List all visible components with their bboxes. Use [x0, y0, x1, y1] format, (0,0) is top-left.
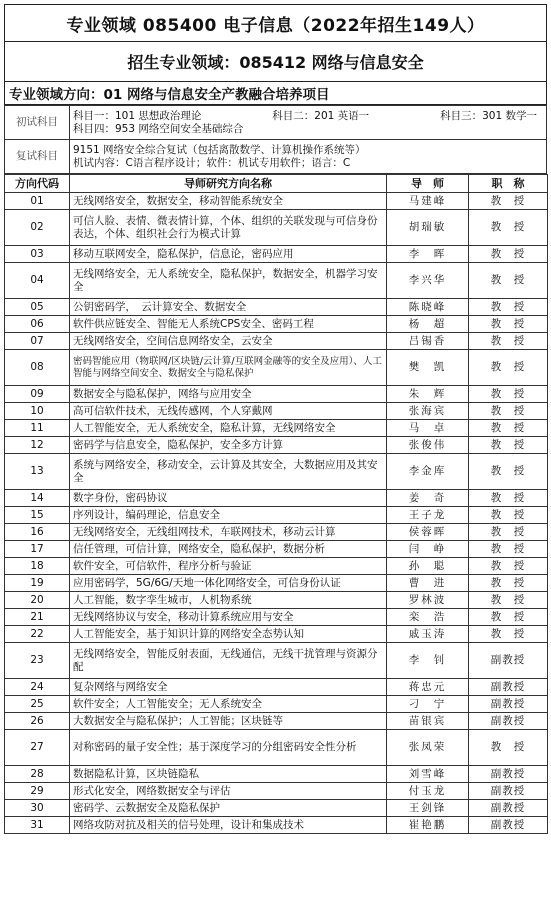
- direction-code-cell: 04: [5, 263, 70, 299]
- advisor-rank-cell: 教 授: [469, 263, 548, 299]
- table-row: [5, 800, 548, 817]
- direction-code-cell: 30: [5, 800, 70, 817]
- direction-code-cell: 29: [5, 783, 70, 800]
- advisor-name-cell: 陈晓峰: [387, 299, 469, 316]
- table-row: [5, 386, 548, 403]
- advisor-name-cell: 李 钊: [387, 643, 469, 679]
- header-direction-code: 方向代码: [5, 175, 70, 193]
- table-row: [5, 263, 548, 299]
- table-row: [5, 713, 548, 730]
- research-topic-cell: 人工智能安全，无人系统安全，隐私计算，无线网络安全: [70, 420, 387, 437]
- research-topic-cell: 无线网络安全，智能反射表面，无线通信，无线干扰管理与资源分配: [70, 643, 387, 679]
- advisor-name-cell: 王剑锋: [387, 800, 469, 817]
- research-topic-cell: 系统与网络安全，移动安全，云计算及其安全，大数据应用及其安全: [70, 454, 387, 490]
- research-topic-cell: 应用密码学，5G/6G/天地一体化网络安全，可信身份认证: [70, 575, 387, 592]
- table-row: [5, 575, 548, 592]
- advisor-rank-cell: 教 授: [469, 403, 548, 420]
- advisor-rank-cell: 副教授: [469, 817, 548, 834]
- direction-code-cell: 09: [5, 386, 70, 403]
- advisor-rank-cell: 教 授: [469, 609, 548, 626]
- initial-subject-4: 科目四：953 网络空间安全基础综合: [73, 122, 244, 135]
- research-topic-cell: 网络攻防对抗及相关的信号处理，设计和集成技术: [70, 817, 387, 834]
- advisor-name-cell: 孙 聪: [387, 558, 469, 575]
- table-row: [5, 730, 548, 766]
- initial-exam-label: 初试科目: [5, 106, 70, 140]
- table-row: [5, 524, 548, 541]
- advisor-rank-cell: 教 授: [469, 626, 548, 643]
- direction-code-cell: 02: [5, 210, 70, 246]
- advisor-rank-cell: 副教授: [469, 696, 548, 713]
- direction-code-cell: 18: [5, 558, 70, 575]
- advisor-name-cell: 姜 奇: [387, 490, 469, 507]
- table-row: [5, 420, 548, 437]
- advisor-name-cell: 蒋忠元: [387, 679, 469, 696]
- initial-subject-1: 科目一：101 思想政治理论: [73, 109, 202, 122]
- direction-code-cell: 06: [5, 316, 70, 333]
- table-row: [5, 541, 548, 558]
- table-row: [5, 817, 548, 834]
- advisor-name-cell: 张俊伟: [387, 437, 469, 454]
- advisor-name-cell: 崔艳鹏: [387, 817, 469, 834]
- advisor-name-cell: 张海宾: [387, 403, 469, 420]
- research-topic-cell: 无线网络安全，数据安全，移动智能系统安全: [70, 193, 387, 210]
- research-topic-cell: 高可信软件技术，无线传感网，个人穿戴网: [70, 403, 387, 420]
- direction-code-cell: 21: [5, 609, 70, 626]
- advisor-name-cell: 马 卓: [387, 420, 469, 437]
- advisor-rank-cell: 教 授: [469, 541, 548, 558]
- direction-code-cell: 15: [5, 507, 70, 524]
- advisor-name-cell: 栾 浩: [387, 609, 469, 626]
- direction-code-cell: 11: [5, 420, 70, 437]
- direction-code-cell: 17: [5, 541, 70, 558]
- research-topic-cell: 无线网络协议与安全，移动计算系统应用与安全: [70, 609, 387, 626]
- advisor-name-cell: 苗银宾: [387, 713, 469, 730]
- initial-subject-3: 科目三：301 数学一: [440, 109, 537, 122]
- research-topic-cell: 数据安全与隐私保护，网络与应用安全: [70, 386, 387, 403]
- table-row: [5, 558, 548, 575]
- advisor-name-cell: 闫 峥: [387, 541, 469, 558]
- advisor-name-cell: 曹 进: [387, 575, 469, 592]
- research-topic-cell: 数字身份，密码协议: [70, 490, 387, 507]
- advisor-rank-cell: 教 授: [469, 490, 548, 507]
- direction-code-cell: 25: [5, 696, 70, 713]
- advisor-rank-cell: 教 授: [469, 299, 548, 316]
- research-topic-cell: 对称密码的量子安全性；基于深度学习的分组密码安全性分析: [70, 730, 387, 766]
- research-topic-cell: 无线网络安全，无人系统安全，隐私保护，数据安全，机器学习安全: [70, 263, 387, 299]
- research-topic-cell: 无线网络安全，无线组网技术，车联网技术，移动云计算: [70, 524, 387, 541]
- research-topic-cell: 软件安全；人工智能安全；无人系统安全: [70, 696, 387, 713]
- advisor-rank-cell: 教 授: [469, 386, 548, 403]
- direction-code-cell: 05: [5, 299, 70, 316]
- table-row: [5, 609, 548, 626]
- table-row: [5, 454, 548, 490]
- research-topic-cell: 软件安全，可信软件，程序分析与验证: [70, 558, 387, 575]
- machine-test-info: 机试内容：C语言程序设计；软件：机试专用软件；语言：C: [73, 156, 351, 169]
- direction-code-cell: 22: [5, 626, 70, 643]
- table-row: [5, 643, 548, 679]
- direction-code-cell: 19: [5, 575, 70, 592]
- research-topic-cell: 数据隐私计算，区块链隐私: [70, 766, 387, 783]
- advisor-rank-cell: 副教授: [469, 713, 548, 730]
- table-row: [5, 246, 548, 263]
- advisor-rank-cell: 副教授: [469, 766, 548, 783]
- advisor-rank-cell: 教 授: [469, 524, 548, 541]
- research-topic-cell: 密码学、云数据安全及隐私保护: [70, 800, 387, 817]
- direction-code-cell: 12: [5, 437, 70, 454]
- advisor-rank-cell: 教 授: [469, 575, 548, 592]
- advisor-rank-cell: 教 授: [469, 210, 548, 246]
- table-row: [5, 679, 548, 696]
- advisor-rank-cell: 教 授: [469, 246, 548, 263]
- table-row: [5, 403, 548, 420]
- research-topic-cell: 复杂网络与网络安全: [70, 679, 387, 696]
- advisor-name-cell: 刁 宁: [387, 696, 469, 713]
- advisor-name-cell: 朱 辉: [387, 386, 469, 403]
- advisor-name-cell: 王子龙: [387, 507, 469, 524]
- direction-code-cell: 24: [5, 679, 70, 696]
- advisor-name-cell: 罗林波: [387, 592, 469, 609]
- advisor-rank-cell: 教 授: [469, 333, 548, 350]
- direction-code-cell: 31: [5, 817, 70, 834]
- table-row: [5, 490, 548, 507]
- header-title-rank: 职 称: [469, 175, 548, 193]
- retest-exam-label: 复试科目: [5, 140, 70, 174]
- advisor-rank-cell: 教 授: [469, 730, 548, 766]
- advisor-name-cell: 李金库: [387, 454, 469, 490]
- research-topic-cell: 信任管理，可信计算，网络安全，隐私保护，数据分析: [70, 541, 387, 558]
- advisor-rank-cell: 教 授: [469, 558, 548, 575]
- advisor-name-cell: 杨 超: [387, 316, 469, 333]
- exam-info-table: [4, 105, 547, 174]
- initial-exam-subjects: [70, 106, 547, 140]
- direction-code-cell: 13: [5, 454, 70, 490]
- document-title: 专业领域 085400 电子信息（2022年招生149人）: [4, 4, 547, 42]
- research-topic-cell: 人工智能安全，基于知识计算的网络安全态势认知: [70, 626, 387, 643]
- direction-code-cell: 07: [5, 333, 70, 350]
- advisor-name-cell: 付玉龙: [387, 783, 469, 800]
- direction-code-cell: 20: [5, 592, 70, 609]
- advisor-rank-cell: 副教授: [469, 643, 548, 679]
- research-topic-cell: 无线网络安全，空间信息网络安全，云安全: [70, 333, 387, 350]
- advisor-name-cell: 马建峰: [387, 193, 469, 210]
- direction-code-cell: 08: [5, 350, 70, 386]
- table-row: [5, 333, 548, 350]
- advisor-rank-cell: 教 授: [469, 454, 548, 490]
- advisor-rank-cell: 教 授: [469, 507, 548, 524]
- direction-code-cell: 28: [5, 766, 70, 783]
- retest-subject: 9151 网络安全综合复试（包括离散数学、计算机操作系统等）: [73, 143, 366, 156]
- advisor-name-cell: 樊 凯: [387, 350, 469, 386]
- direction-code-cell: 16: [5, 524, 70, 541]
- table-row: [5, 783, 548, 800]
- advisor-name-cell: 李 晖: [387, 246, 469, 263]
- retest-exam-subjects: [70, 140, 547, 174]
- table-row: [5, 766, 548, 783]
- advisor-rank-cell: 教 授: [469, 316, 548, 333]
- table-row: [5, 626, 548, 643]
- document-subtitle: 招生专业领域：085412 网络与信息安全: [4, 42, 547, 82]
- table-row: [5, 210, 548, 246]
- header-advisor: 导 师: [387, 175, 469, 193]
- advisor-name-cell: 戚玉涛: [387, 626, 469, 643]
- table-row: [5, 437, 548, 454]
- table-row: [5, 592, 548, 609]
- research-topic-cell: 软件供应链安全、智能无人系统CPS安全、密码工程: [70, 316, 387, 333]
- research-topic-cell: 密码学与信息安全，隐私保护，安全多方计算: [70, 437, 387, 454]
- advisor-rank-cell: 副教授: [469, 783, 548, 800]
- direction-code-cell: 14: [5, 490, 70, 507]
- advisor-name-cell: 张凤荣: [387, 730, 469, 766]
- research-topic-cell: 序列设计，编码理论，信息安全: [70, 507, 387, 524]
- table-row: [5, 507, 548, 524]
- advisor-rank-cell: 教 授: [469, 193, 548, 210]
- advisor-name-cell: 胡瑞敏: [387, 210, 469, 246]
- direction-code-cell: 01: [5, 193, 70, 210]
- direction-code-cell: 26: [5, 713, 70, 730]
- advisor-name-cell: 侯蓉晖: [387, 524, 469, 541]
- research-topic-cell: 移动互联网安全，隐私保护，信息论，密码应用: [70, 246, 387, 263]
- table-row: [5, 350, 548, 386]
- direction-heading: 专业领域方向：01 网络与信息安全产教融合培养项目: [4, 82, 547, 105]
- research-topic-cell: 形式化安全，网络数据安全与评估: [70, 783, 387, 800]
- advisor-table: [4, 174, 548, 834]
- direction-code-cell: 23: [5, 643, 70, 679]
- header-research-direction: 导师研究方向名称: [70, 175, 387, 193]
- advisor-rank-cell: 教 授: [469, 592, 548, 609]
- advisor-name-cell: 刘雪峰: [387, 766, 469, 783]
- table-row: [5, 193, 548, 210]
- advisor-rank-cell: 教 授: [469, 350, 548, 386]
- advisor-rank-cell: 副教授: [469, 800, 548, 817]
- advisor-rank-cell: 副教授: [469, 679, 548, 696]
- research-topic-cell: 密码智能应用（物联网/区块链/云计算/互联网金融等的安全及应用）、人工智能与网络空间安全、数据安全与隐私保护: [70, 350, 387, 386]
- advisor-rank-cell: 教 授: [469, 437, 548, 454]
- advisor-rank-cell: 教 授: [469, 420, 548, 437]
- table-row: [5, 299, 548, 316]
- advisor-name-cell: 李兴华: [387, 263, 469, 299]
- research-topic-cell: 可信人脸、表情、微表情计算，个体、组织的关联发现与可信身份表达，个体、组织社会行为模式计算: [70, 210, 387, 246]
- admission-document: [4, 4, 547, 834]
- research-topic-cell: 公钥密码学， 云计算安全、数据安全: [70, 299, 387, 316]
- research-topic-cell: 人工智能，数字孪生城市，人机物系统: [70, 592, 387, 609]
- advisor-name-cell: 吕锡香: [387, 333, 469, 350]
- research-topic-cell: 大数据安全与隐私保护；人工智能；区块链等: [70, 713, 387, 730]
- direction-code-cell: 27: [5, 730, 70, 766]
- initial-subject-2: 科目二：201 英语一: [272, 109, 370, 122]
- table-row: [5, 316, 548, 333]
- direction-code-cell: 10: [5, 403, 70, 420]
- table-row: [5, 696, 548, 713]
- direction-code-cell: 03: [5, 246, 70, 263]
